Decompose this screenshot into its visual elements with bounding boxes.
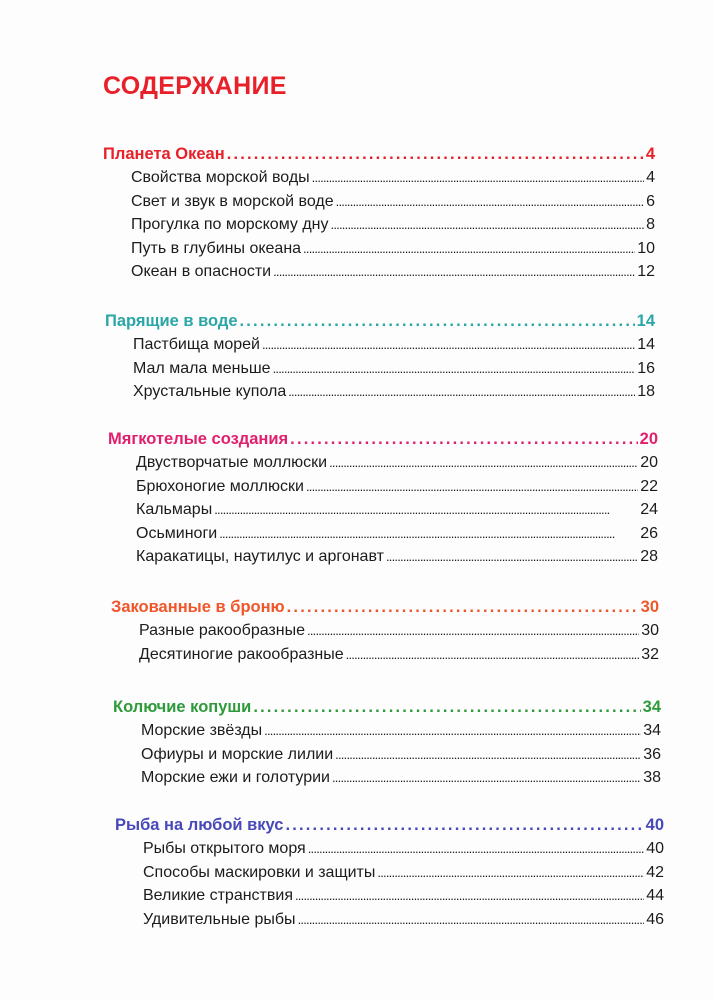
dot-leader — [346, 646, 640, 664]
entry-page: 44 — [646, 887, 664, 904]
toc-entry — [131, 169, 655, 193]
entry-title: Прогулка по морскому дну — [131, 216, 329, 233]
toc-section-heading — [111, 598, 659, 622]
dot-leader — [377, 864, 644, 882]
dot-leader — [262, 336, 635, 354]
entry-page: 36 — [643, 745, 661, 763]
entry-title: Брюхоногие моллюски — [136, 477, 304, 495]
toc-entry — [131, 216, 655, 240]
dot-leader — [331, 216, 645, 234]
entry-page: 14 — [637, 336, 655, 353]
entry-title: Двустворчатые моллюски — [136, 454, 328, 471]
entry-page: 20 — [640, 454, 658, 471]
toc-entry — [133, 336, 655, 360]
dot-leader — [308, 840, 644, 858]
entry-page: 22 — [640, 477, 658, 495]
toc-section — [108, 430, 658, 572]
dot-leader — [227, 145, 644, 164]
entry-page: 16 — [637, 359, 655, 377]
dot-leader — [287, 598, 639, 617]
entry-page: 40 — [646, 840, 664, 857]
entry-page: 42 — [646, 863, 664, 881]
dot-leader — [335, 746, 641, 764]
dot-leader — [264, 722, 641, 740]
entry-page: 28 — [640, 548, 658, 565]
toc-entry — [133, 360, 655, 384]
toc-section-heading — [115, 816, 664, 840]
entry-title: Морские звёзды — [141, 722, 263, 739]
toc-section-heading — [103, 145, 655, 169]
toc-entry — [143, 840, 664, 864]
entry-page: 34 — [643, 722, 661, 739]
entry-page: 8 — [646, 216, 655, 233]
page-title: СОДЕРЖАНИЕ — [103, 72, 287, 100]
entry-title: Пастбища морей — [133, 336, 260, 353]
dot-leader — [219, 525, 638, 543]
dot-leader — [306, 478, 638, 496]
section-title: Колючие копуши — [113, 698, 252, 716]
toc-entry — [139, 622, 659, 646]
section-page: 20 — [639, 430, 658, 448]
entry-page: 26 — [640, 524, 658, 542]
toc-entry — [141, 769, 661, 793]
entry-title: Офиуры и морские лилии — [141, 745, 334, 763]
dot-leader — [298, 911, 645, 929]
toc-section — [113, 698, 661, 793]
entry-title: Десятиногие ракообразные — [139, 645, 344, 663]
entry-page: 10 — [637, 239, 655, 257]
dot-leader — [240, 312, 635, 331]
entry-page: 4 — [646, 169, 655, 186]
entry-page: 12 — [637, 263, 655, 280]
entry-title: Свет и звук в морской воде — [131, 192, 334, 210]
entry-page: 32 — [641, 645, 659, 663]
toc-entry — [131, 240, 655, 264]
dot-leader — [307, 622, 639, 640]
toc-entry — [143, 887, 664, 911]
dot-leader — [253, 698, 640, 717]
dot-leader — [273, 360, 636, 378]
dot-leader — [214, 501, 638, 519]
section-title: Мягкотелые создания — [108, 430, 289, 448]
toc-entry — [131, 193, 655, 217]
section-page: 34 — [642, 698, 661, 716]
section-page: 30 — [640, 598, 659, 616]
toc-entry — [136, 478, 658, 502]
toc-entry — [141, 722, 661, 746]
entry-title: Разные ракообразные — [139, 622, 305, 639]
dot-leader — [273, 263, 635, 281]
entry-title: Свойства морской воды — [131, 169, 310, 186]
toc-entry — [143, 911, 664, 935]
entry-title: Рыбы открытого моря — [143, 840, 306, 857]
section-title: Рыба на любой вкус — [115, 816, 284, 834]
entry-page: 24 — [640, 501, 658, 518]
section-title: Парящие в воде — [105, 312, 238, 330]
entry-title: Океан в опасности — [131, 263, 272, 280]
dot-leader — [329, 454, 638, 472]
entry-title: Осьминоги — [136, 524, 218, 542]
toc-entry — [136, 501, 658, 525]
entry-title: Путь в глубины океана — [131, 239, 302, 257]
toc-entry — [136, 525, 658, 549]
toc-entry — [136, 548, 658, 572]
entry-title: Каракатицы, наутилус и аргонавт — [136, 548, 384, 565]
entry-title: Способы маскировки и защиты — [143, 863, 376, 881]
toc-entry — [133, 383, 655, 407]
dot-leader — [290, 430, 637, 449]
toc-entry — [141, 746, 661, 770]
entry-page: 18 — [637, 383, 655, 400]
toc-section — [103, 145, 655, 287]
section-title: Закованные в броню — [111, 598, 285, 616]
section-page: 14 — [636, 312, 655, 330]
entry-title: Мал мала меньше — [133, 359, 271, 377]
entry-title: Морские ежи и голотурии — [141, 769, 330, 786]
entry-page: 6 — [646, 192, 655, 210]
toc-section — [115, 816, 664, 934]
toc-entry — [131, 263, 655, 287]
entry-page: 38 — [643, 769, 661, 786]
dot-leader — [336, 193, 644, 211]
entry-page: 46 — [646, 910, 664, 928]
dot-leader — [386, 548, 638, 566]
toc-section — [105, 312, 655, 407]
entry-page: 30 — [641, 622, 659, 639]
toc-section-heading — [105, 312, 655, 336]
toc-section — [111, 598, 659, 669]
toc-entry — [136, 454, 658, 478]
dot-leader — [332, 769, 641, 787]
entry-title: Хрустальные купола — [133, 383, 287, 400]
toc-entry — [139, 646, 659, 670]
section-page: 40 — [645, 816, 664, 834]
toc-section-heading — [113, 698, 661, 722]
dot-leader — [295, 887, 644, 905]
entry-title: Удивительные рыбы — [143, 910, 296, 928]
entry-title: Кальмары — [136, 501, 213, 518]
toc-section-heading — [108, 430, 658, 454]
dot-leader — [312, 169, 644, 187]
toc-entry — [143, 864, 664, 888]
dot-leader — [288, 383, 635, 401]
dot-leader — [285, 816, 643, 835]
dot-leader — [303, 240, 635, 258]
section-page: 4 — [645, 145, 655, 163]
entry-title: Великие странствия — [143, 887, 293, 904]
section-title: Планета Океан — [103, 145, 225, 163]
